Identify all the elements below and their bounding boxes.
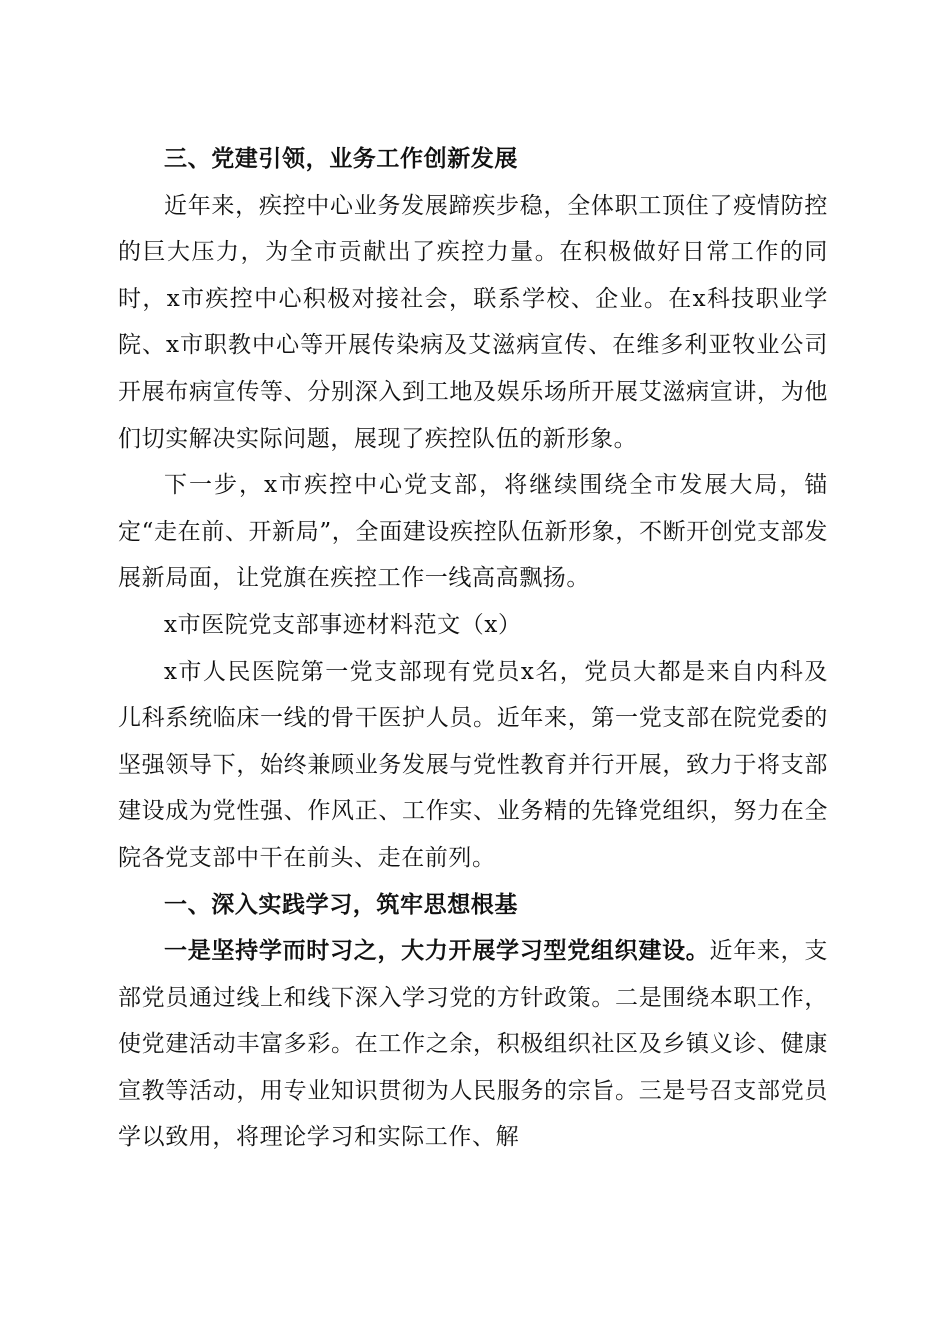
paragraph-lead-bold: 一是坚持学而时习之，大力开展学习型党组织建设。: [164, 938, 710, 965]
paragraph-cdc-work: 近年来，疾控中心业务发展蹄疾步稳，全体职工顶住了疫情防控的巨大压力，为全市贡献出了疾控力量。在积极做好日常工作的同时，x市疾控中心积极对接社会，联系学校、企业。在x科技职业学院、x市职教中心等开展传染病及艾滋病宣传、在维多利亚牧业公司开展布病宣传等、分别深入到工地及娱乐场所开展艾滋病宣讲，为他们切实解决实际问题，展现了疾控队伍的新形象。: [118, 192, 828, 452]
document-title-line: x市医院党支部事迹材料范文（x）: [164, 611, 522, 638]
paragraph-next-step: 下一步，x市疾控中心党支部，将继续围绕全市发展大局，锚定“走在前、开新局”，全面建设疾控队伍新形象，不断开创党支部发展新局面，让党旗在疾控工作一线高高飘扬。: [118, 472, 828, 592]
paragraph-rest: 近年来，支部党员通过线上和线下深入学习党的方针政策。二是围绕本职工作，使党建活动丰富多彩。在工作之余，积极组织社区及乡镇义诊、健康宣教等活动，用专业知识贯彻为人民服务的宗旨。三是号召支部党员学以致用，将理论学习和实际工作、解: [118, 938, 828, 1151]
paragraph-hospital-branch: x市人民医院第一党支部现有党员x名，党员大都是来自内科及儿科系统临床一线的骨干医护人员。近年来，第一党支部在院党委的坚强领导下，始终兼顾业务发展与党性教育并行开展，致力于将支部建设成为党性强、作风正、工作实、业务精的先锋党组织，努力在全院各党支部中干在前头、走在前列。: [118, 658, 828, 871]
section-heading-party-building: 三、党建引领，业务工作创新发展: [164, 146, 518, 172]
paragraph-study-practice: [118, 928, 828, 1161]
section-heading-study: 一、深入实践学习，筑牢思想根基: [164, 891, 518, 918]
document-page: [118, 136, 828, 1161]
